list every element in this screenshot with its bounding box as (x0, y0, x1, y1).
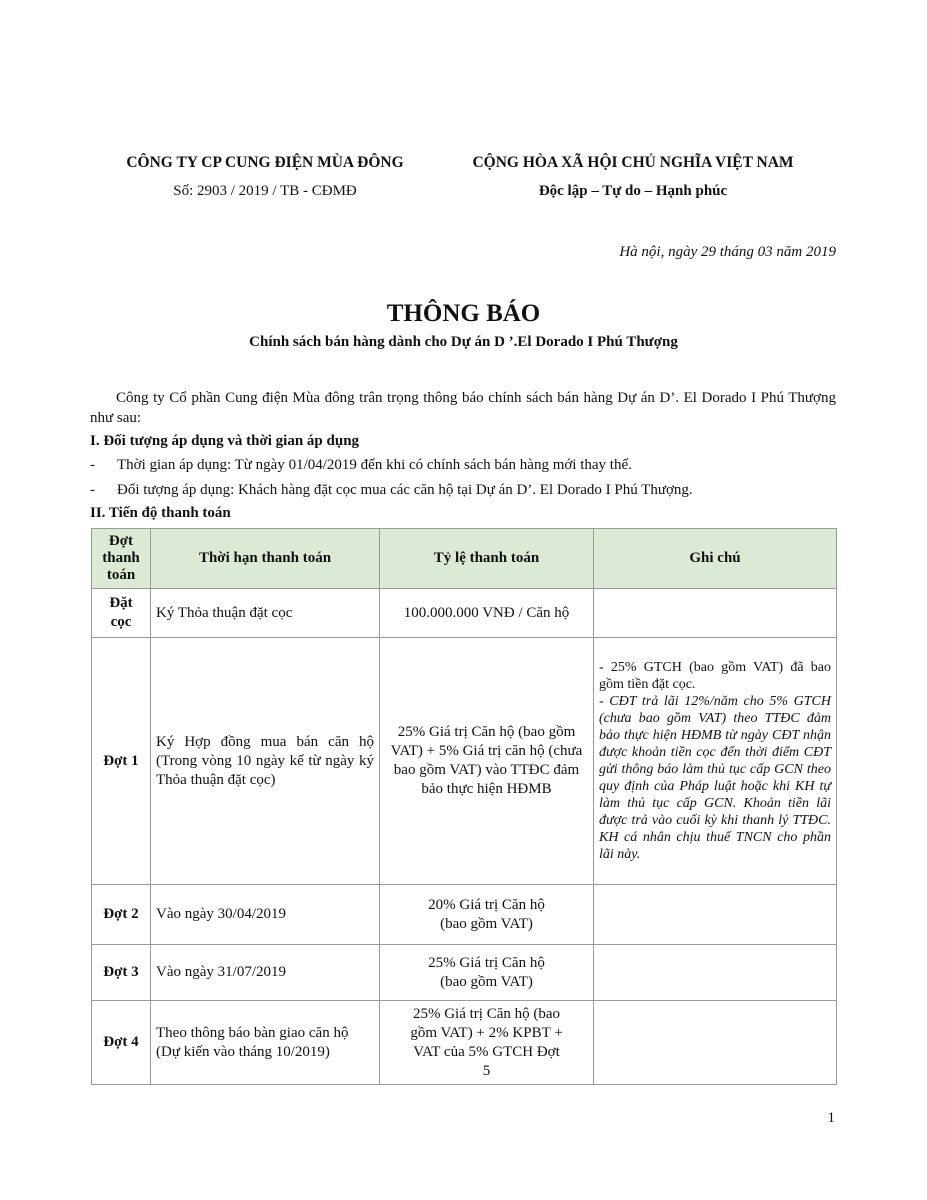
table-row (92, 945, 837, 1001)
phase-cell: Đợt 1 (92, 638, 151, 885)
note-cell (594, 885, 837, 945)
table-row (92, 1001, 837, 1085)
column-header-rate: Tỷ lệ thanh toán (380, 529, 594, 589)
term-cell: Vào ngày 31/07/2019 (151, 945, 380, 1001)
rate-cell: 25% Giá trị Căn hộ (bao gồm VAT) (380, 945, 594, 1001)
note-cell (594, 589, 837, 638)
note-cell (594, 1001, 837, 1085)
rate-cell: 100.000.000 VNĐ / Căn hộ (380, 589, 594, 638)
document-subtitle: Chính sách bán hàng dành cho Dự án D ’.El Dorado I Phú Thượng (249, 334, 678, 350)
rate-cell: 20% Giá trị Căn hộ (bao gồm VAT) (380, 885, 594, 945)
bullet-text: Thời gian áp dụng: Từ ngày 01/04/2019 đến khi có chính sách bán hàng mới thay thế. (117, 457, 632, 473)
payment-schedule-table (91, 528, 837, 1085)
phase-cell: Đợt 2 (92, 885, 151, 945)
section-2-heading: II. Tiến độ thanh toán (90, 505, 231, 521)
phase-cell: Đợt 3 (92, 945, 151, 1001)
document-title: THÔNG BÁO (386, 300, 541, 327)
national-title: CỘNG HÒA XÃ HỘI CHỦ NGHĨA VIỆT NAM (472, 154, 794, 171)
bullet-dash: - (90, 482, 95, 498)
note-cell (594, 638, 837, 885)
document-number: Số: 2903 / 2019 / TB - CĐMĐ (173, 183, 357, 199)
note-cell (594, 945, 837, 1001)
column-header-note: Ghi chú (594, 529, 837, 589)
company-name: CÔNG TY CP CUNG ĐIỆN MÙA ĐÔNG (126, 154, 404, 171)
column-header-term: Thời hạn thanh toán (151, 529, 380, 589)
phase-cell: Đặt cọc (92, 589, 151, 638)
national-motto: Độc lập – Tự do – Hạnh phúc (538, 183, 728, 199)
term-cell: Theo thông báo bàn giao căn hộ (Dự kiến vào tháng 10/2019) (151, 1001, 380, 1085)
rate-cell: 25% Giá trị Căn hộ (bao gồm VAT) + 2% KPBT + VAT của 5% GTCH Đợt 5 (380, 1001, 594, 1085)
date-line: Hà nội, ngày 29 tháng 03 năm 2019 (619, 244, 836, 260)
column-header-phase: Đợt thanh toán (92, 529, 151, 589)
table-header-row (92, 529, 837, 589)
phase-cell: Đợt 4 (92, 1001, 151, 1085)
note-line-italic: - CĐT trả lãi 12%/năm cho 5% GTCH (chưa bao gồm VAT) theo TTĐC đảm bảo thực hiện HĐMB từ ngày CĐT nhận được khoản tiền cọc đến thời điểm CĐT gửi thông báo làm thủ tục cấp GCN theo quy định của Pháp luật hoặc khi KH tự làm thủ tục cấp GCN. Khoản tiền lãi được trả vào cuối kỳ khi thanh lý TTĐC. KH cá nhân chịu thuế TNCN cho phần lãi này. (599, 694, 831, 862)
table-row (92, 885, 837, 945)
rate-cell: 25% Giá trị Căn hộ (bao gồm VAT) + 5% Giá trị căn hộ (chưa bao gồm VAT) vào TTĐC đảm bảo thực hiện HĐMB (380, 638, 594, 885)
intro-paragraph: Công ty Cổ phần Cung điện Mùa đông trân trọng thông báo chính sách bán hàng Dự án D’. El Dorado I Phú Thượng như sau: (90, 390, 836, 426)
table-row (92, 638, 837, 885)
section-1-heading: I. Đối tượng áp dụng và thời gian áp dụng (90, 433, 360, 449)
table-row (92, 589, 837, 638)
term-cell: Vào ngày 30/04/2019 (151, 885, 380, 945)
note-line: - 25% GTCH (bao gồm VAT) đã bao gồm tiền đặt cọc. (599, 660, 831, 692)
term-cell: Ký Hợp đồng mua bán căn hộ (Trong vòng 10 ngày kể từ ngày ký Thỏa thuận đặt cọc) (151, 638, 380, 885)
term-cell: Ký Thỏa thuận đặt cọc (151, 589, 380, 638)
bullet-text: Đối tượng áp dụng: Khách hàng đặt cọc mua các căn hộ tại Dự án D’. El Dorado I Phú Thượng. (117, 482, 693, 498)
page-number: 1 (827, 1110, 835, 1126)
bullet-dash: - (90, 457, 95, 473)
